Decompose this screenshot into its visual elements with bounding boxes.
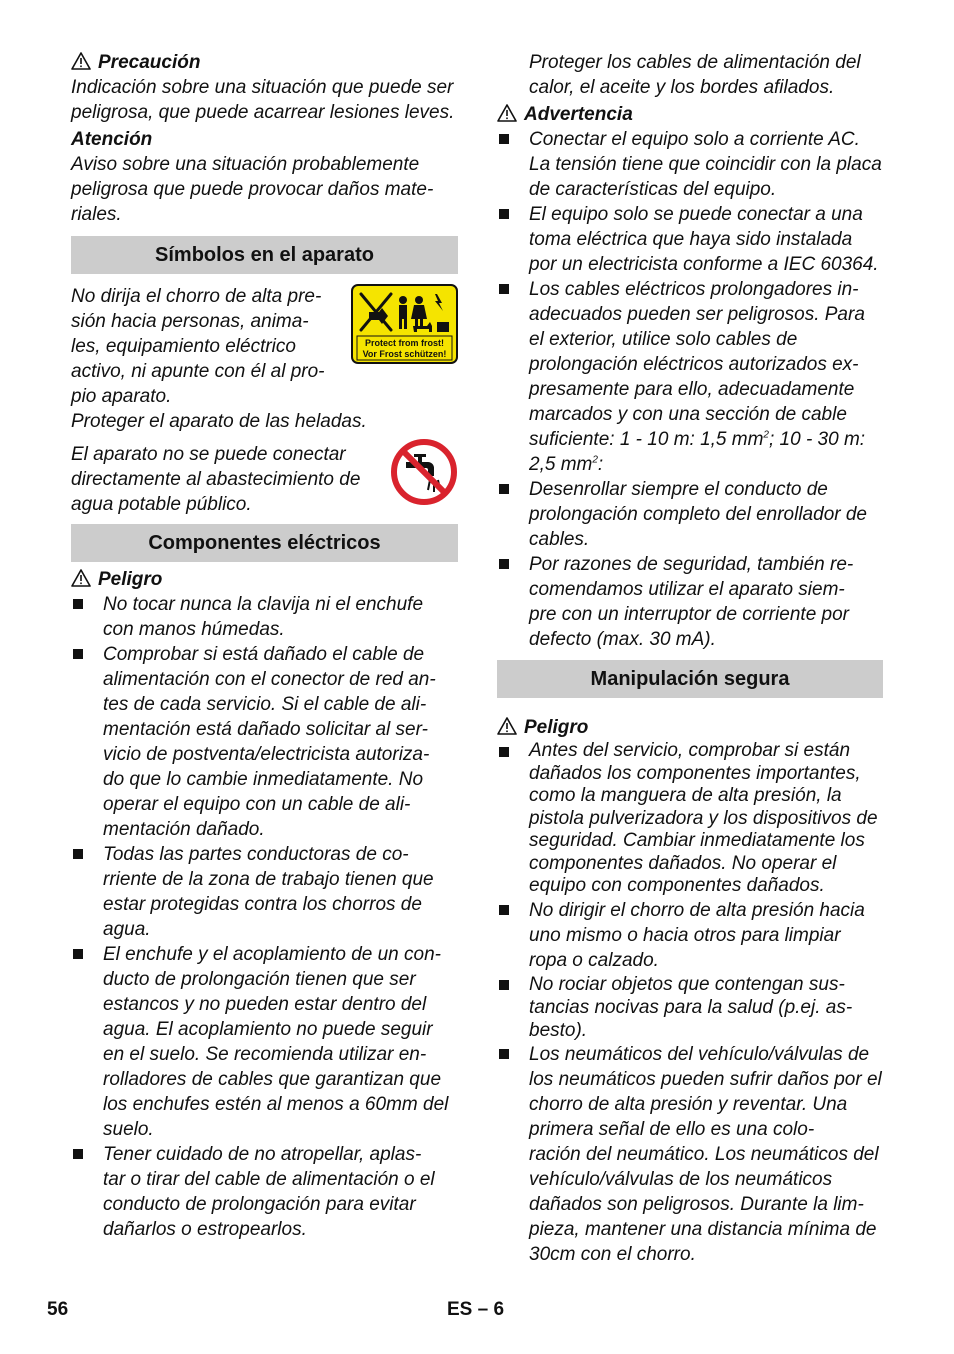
advertencia-heading	[497, 102, 883, 127]
superscript: 2	[592, 454, 598, 466]
list-item: Tener cuidado de no atropellar, aplas- tar o tirar del cable de alimentación o el conducto de prolongación para evitar dañarlos o estropearlos.	[71, 1142, 458, 1242]
symbol-row-1	[71, 284, 458, 409]
list-item: Los neumáticos del vehículo/válvulas de los neumáticos pueden sufrir daños por el chorro de alta presión y reventar. Una primera señal de ello es una colo- ración del neumático. Los neumáticos del vehículo/válvulas de los neumáticos dañados son peligrosos. Durante la lim- pieza, mantener una distancia mínima de 30cm con el chorro.	[497, 1042, 883, 1267]
warning-triangle-icon	[497, 717, 517, 735]
no-drinking-water-connection-icon	[390, 438, 458, 506]
symbol-text-1: No dirija el chorro de alta pre- sión hacia personas, anima- les, equipamiento eléctrico activo, ni apunte con él al pro- pio aparato.	[71, 286, 325, 407]
square-bullet-icon	[73, 849, 83, 859]
page-code: ES – 6	[447, 1299, 505, 1320]
list-item: Por razones de seguridad, también re- comendamos utilizar el aparato siem- pre con un interruptor de corriente por defecto (max. 30 mA).	[497, 552, 883, 652]
bullet-text: No dirigir el chorro de alta presión hacia uno mismo o hacia otros para limpiar ropa o calzado.	[529, 899, 865, 971]
list-item	[497, 740, 883, 898]
peligro-heading-left	[71, 567, 458, 592]
atencion-text: Aviso sobre una situación probablemente peligrosa que puede provocar daños mate- riales.	[71, 154, 434, 225]
bullet-text: Conectar el equipo solo a corriente AC. La tensión tiene que coincidir con la placa de características del equipo.	[529, 129, 882, 200]
square-bullet-icon	[499, 209, 509, 219]
label-line-1: Protect from frost!	[364, 338, 445, 348]
square-bullet-icon	[499, 284, 509, 294]
list-item: Todas las partes conductoras de co- rriente de la zona de trabajo tienen que estar protegidas contra los chorros de agua.	[71, 842, 458, 942]
warning-triangle-icon	[71, 569, 91, 587]
list-item	[497, 477, 883, 552]
section-manipulacion: Manipulación segura	[497, 660, 883, 698]
handling-bullets	[497, 740, 883, 1267]
intro-text: Proteger los cables de alimentación del calor, el aceite y los bordes afilados.	[529, 52, 861, 98]
square-bullet-icon	[499, 484, 509, 494]
list-item: Comprobar si está dañado el cable de alimentación con el conector de red an- tes de cada servicio. Si el cable de ali- mentación está dañado solicitar al ser- vicio de postventa/electricista autoriza- do que lo cambie inmediatamente. No operar el equipo con un cable de ali- mentación dañado.	[71, 642, 458, 842]
precaucion-heading	[71, 50, 458, 75]
label-line-2: Vor Frost schützen!	[362, 349, 447, 359]
list-item: No tocar nunca la clavija ni el enchufe con manos húmedas.	[71, 592, 458, 642]
list-item: El enchufe y el acoplamiento de un con- ducto de prolongación tienen que ser estancos y no pueden estar dentro del agua. El acoplamiento no puede seguir en el suelo. Se recomienda utilizar en- rolladores de cables que garantizan que los enchufes estén al menos a 60mm del suelo.	[71, 942, 458, 1142]
square-bullet-icon	[499, 1049, 509, 1059]
advertencia-bullets	[497, 127, 883, 652]
bullet-text: Antes del servicio, comprobar si están dañados los componentes importantes, como la manguera de alta presión, la pistola pulverizadora y los dispositivos de seguridad. Cambiar inmediatamente los componentes dañados. No operar el equipo con componentes dañados.	[529, 740, 878, 896]
symbol-text-3: El aparato no se puede conectar directamente al abastecimiento de agua potable público.	[71, 444, 361, 515]
list-item: Los cables eléctricos prolongadores in- adecuados pueden ser peligrosos. Para el exterior, utilice solo cables de prolongación eléctricos autorizados ex- presamente para ello, adecuadamente marcados y con una sección de cable suficiente: 1 - 10 m: 1,5 $mm^2$; 10 - 30 m: 2,5 $mm^2$:	[497, 277, 883, 477]
bullet-text: Desenrollar siempre el conducto de prolongación completo del enrollador de cables.	[529, 479, 868, 550]
square-bullet-icon	[499, 134, 509, 144]
square-bullet-icon	[73, 1149, 83, 1159]
section-simbolos: Símbolos en el aparato	[71, 236, 458, 274]
list-item	[497, 898, 883, 973]
square-bullet-icon	[499, 559, 509, 569]
bullet-text: El equipo solo se puede conectar a una toma eléctrica que haya sido instalada por un electricista conforme a IEC 60364.	[529, 204, 879, 275]
warning-triangle-icon	[497, 104, 517, 122]
right-column	[497, 50, 883, 1267]
precaucion-title: Precaución	[98, 52, 201, 73]
peligro-title-left: Peligro	[98, 569, 163, 590]
superscript: 2	[763, 429, 769, 441]
warning-triangle-icon	[71, 52, 91, 70]
atencion-title: Atención	[71, 129, 153, 150]
square-bullet-icon	[73, 649, 83, 659]
page-number: 56	[47, 1299, 69, 1320]
square-bullet-icon	[499, 905, 509, 915]
peligro-heading-right	[497, 715, 883, 740]
peligro-title-right: Peligro	[524, 717, 589, 738]
intro-list	[497, 50, 883, 100]
list-item: No rociar objetos que contengan sus- tancias nocivas para la salud (p.ej. as- besto).	[497, 973, 883, 1042]
square-bullet-icon	[73, 949, 83, 959]
square-bullet-icon	[73, 599, 83, 609]
symbol-text-2: Proteger el aparato de las heladas.	[71, 411, 367, 432]
symbol-row-2	[71, 442, 458, 517]
list-item	[497, 127, 883, 202]
cable-post: :	[597, 454, 604, 475]
precaucion-text: Indicación sobre una situación que puede ser peligrosa, que puede acarrear lesiones leves.	[71, 77, 455, 123]
high-pressure-frost-warning-label	[351, 284, 458, 364]
square-bullet-icon	[499, 747, 509, 757]
list-item	[497, 202, 883, 277]
left-column	[71, 50, 458, 1242]
cable-mid: ; 10 - 30 m: 2,5 mm	[529, 429, 866, 475]
advertencia-title: Advertencia	[524, 104, 633, 125]
square-bullet-icon	[499, 980, 509, 990]
section-componentes: Componentes eléctricos	[71, 524, 458, 562]
electric-bullets	[71, 592, 458, 1242]
